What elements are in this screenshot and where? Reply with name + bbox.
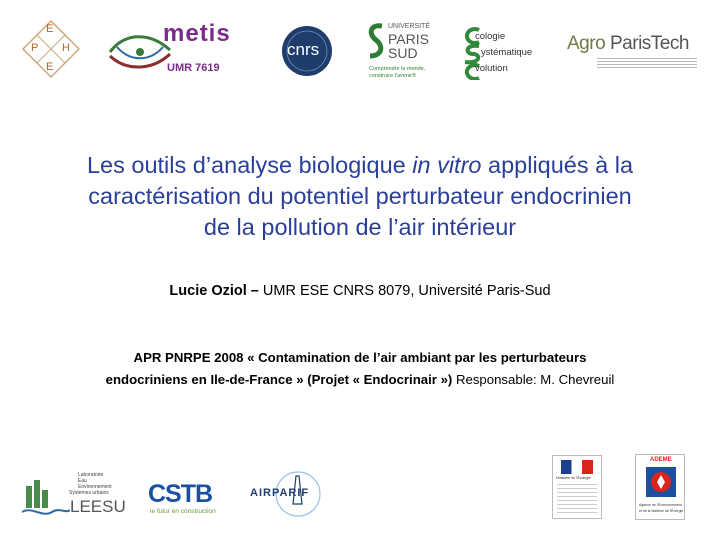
marianne-flag: [561, 460, 593, 474]
leesu-text: Systèmes urbains: [69, 490, 109, 496]
metis-name: metis: [163, 20, 231, 47]
author-line: [0, 283, 720, 299]
project-line-2: endocriniens en Ile-de-France » (Projet « Endocrinair »): [105, 372, 453, 387]
paris-sud-line2: PARIS: [388, 31, 429, 47]
project-responsible: Responsable: M. Chevreuil: [452, 372, 615, 387]
ademe-logo: [635, 454, 685, 520]
ese-line1: cologie: [475, 31, 506, 42]
agroparistech-paristech: ParisTech: [610, 33, 689, 54]
agroparistech-logo: [567, 33, 702, 78]
ministere-logo: [552, 455, 602, 519]
ministere-fine-print: [557, 484, 597, 516]
ephe-letter: H: [62, 42, 70, 54]
cstb-tagline: le futur en construction: [150, 508, 216, 515]
ese-logo: [459, 26, 549, 80]
author-name: Lucie Oziol –: [169, 283, 259, 299]
ephe-letter: P: [31, 42, 39, 54]
title-line-2: caractérisation du potentiel perturbateur endocrinien: [88, 183, 632, 209]
metis-unit: UMR 7619: [167, 62, 220, 74]
paris-sud-line1: UNIVERSITÉ: [388, 23, 431, 30]
ese-line3: volution: [475, 63, 508, 74]
author-affiliation: UMR ESE CNRS 8079, Université Paris-Sud: [258, 283, 551, 299]
airparif-name: AIRPARIF: [250, 487, 310, 499]
agroparistech-agro: Agro: [567, 33, 606, 54]
ephe-letter: E: [46, 61, 54, 73]
ese-line2: ystématique: [481, 47, 533, 58]
agroparistech-fine-print: [597, 58, 697, 70]
title-line-1: [20, 150, 700, 181]
paris-sud-slogan: construire l'avenir®: [369, 73, 416, 79]
paris-sud-logo: [366, 22, 446, 84]
ephe-letter: E: [46, 23, 54, 35]
leesu-text: Laboratoire: [78, 472, 104, 478]
ademe-name: ADEME: [650, 457, 672, 463]
leesu-logo: [22, 472, 126, 518]
title-text: Les outils d’analyse biologique: [86, 152, 413, 178]
paris-sud-slogan: Comprendre le monde,: [369, 66, 426, 72]
title-text: appliqués à la: [481, 152, 634, 178]
title-line-3: de la pollution de l’air intérieur: [203, 214, 517, 240]
ademe-caption: Agence de l'Environnement: [639, 503, 682, 507]
cnrs-name: cnrs: [287, 40, 320, 59]
ephe-logo: [20, 18, 82, 80]
leesu-text: Environnement: [78, 484, 112, 490]
leesu-text: Eau: [78, 478, 87, 484]
project-line-1: APR PNRPE 2008 « Contamination de l’air ambiant par les perturbateurs: [133, 350, 587, 365]
airparif-logo: [250, 470, 328, 518]
cstb-logo: [148, 480, 228, 520]
project-info: [30, 347, 690, 391]
title-italic: in vitro: [412, 152, 482, 178]
ministere-label: Ministère de l'Écologie: [556, 476, 591, 480]
paris-sud-line3: SUD: [388, 45, 418, 61]
ademe-caption: et de la Maîtrise de l'Énergie: [639, 509, 684, 513]
cstb-name: CSTB: [148, 480, 213, 508]
leesu-name: LEESU: [70, 497, 126, 516]
cnrs-logo: [281, 25, 333, 77]
metis-logo: [105, 22, 230, 82]
slide-title: [20, 150, 700, 243]
